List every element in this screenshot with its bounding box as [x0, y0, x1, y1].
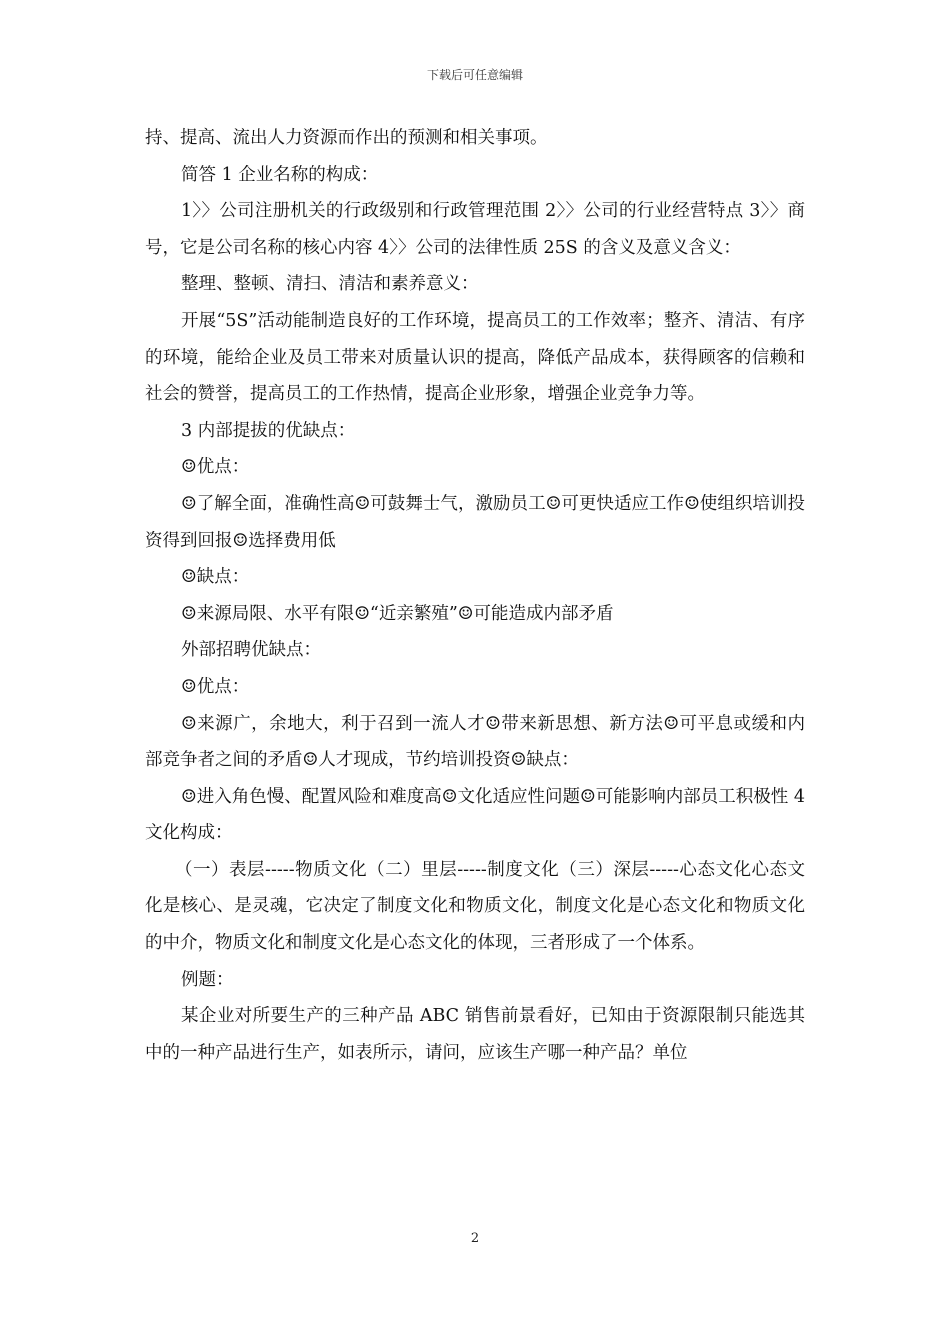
page-number: 2: [470, 1231, 480, 1246]
document-body: [145, 120, 805, 1071]
paragraph: 开展“5S”活动能制造良好的工作环境，提高员工的工作效率；整齐、清洁、有序的环境，能给企业及员工带来对质量认识的提高，降低产品成本，获得顾客的信赖和社会的赞誉，提高员工的工作热情，提高企业形象，增强企业竞争力等。: [145, 310, 805, 405]
paragraph: ☺来源广，余地大，利于召到一流人才☺带来新思想、新方法☺可平息或缓和内部竞争者之间的矛盾☺人才现成，节约培训投资☺缺点：: [145, 713, 805, 771]
paragraph: （一）表层-----物质文化（二）里层-----制度文化（三）深层-----心态文化心态文化是核心、是灵魂，它决定了制度文化和物质文化，制度文化是心态文化和物质文化的中介，物质文化和制度文化是心态文化的体现，三者形成了一个体系。: [145, 859, 805, 954]
paragraph: 1〉〉公司注册机关的行政级别和行政管理范围 2〉〉公司的行业经营特点 3〉〉商号，它是公司名称的核心内容 4〉〉公司的法律性质 25S 的含义及意义含义：: [145, 201, 805, 258]
paragraph: ☺优点：: [181, 676, 250, 697]
page-header: 下载后可任意编辑: [426, 68, 523, 82]
paragraph: 持、提高、流出人力资源而作出的预测和相关事项。: [145, 128, 548, 148]
paragraph: ☺缺点：: [181, 567, 250, 588]
paragraph: ☺进入角色慢、配置风险和难度高☺文化适应性问题☺可能影响内部员工积极性 4 文化构成：: [145, 786, 805, 844]
paragraph: 3 内部提拔的优缺点：: [181, 420, 356, 441]
paragraph: 外部招聘优缺点：: [181, 640, 321, 661]
paragraph: ☺优点：: [181, 457, 250, 478]
paragraph: ☺了解全面，准确性高☺可鼓舞士气，激励员工☺可更快适应工作☺使组织培训投资得到回报☺选择费用低: [145, 493, 805, 551]
paragraph: 整理、整顿、清扫、清洁和素养意义：: [181, 274, 479, 295]
paragraph: 某企业对所要生产的三种产品 ABC 销售前景看好，已知由于资源限制只能选其中的一种产品进行生产，如表所示，请问，应该生产哪一种产品？单位: [145, 1006, 805, 1063]
paragraph: 例题：: [181, 969, 234, 990]
paragraph: ☺来源局限、水平有限☺“近亲繁殖”☺可能造成内部矛盾: [181, 603, 614, 624]
paragraph: 简答 1 企业名称的构成：: [181, 164, 379, 185]
